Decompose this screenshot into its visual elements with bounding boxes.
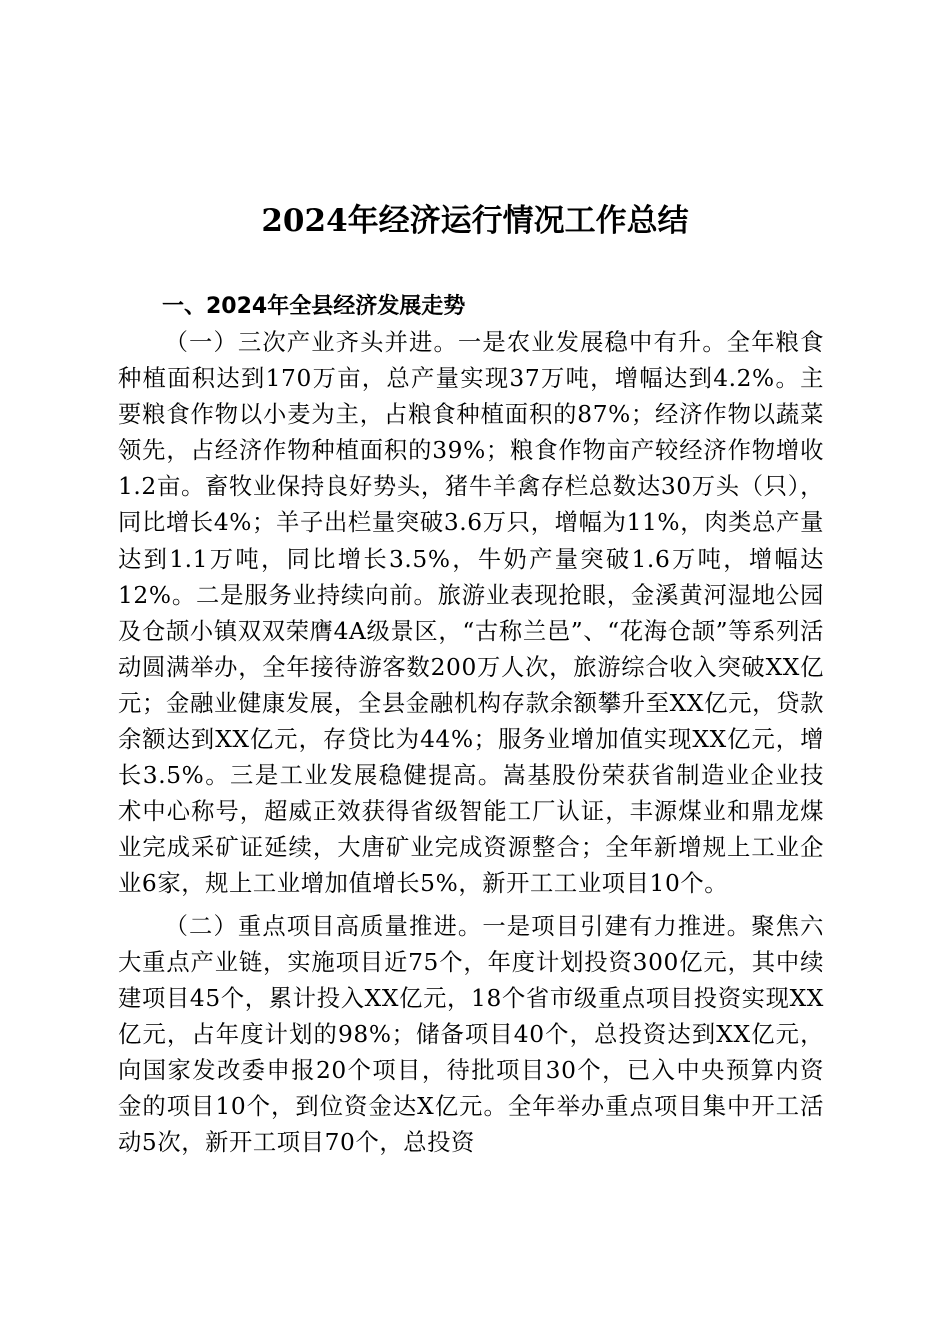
paragraph-projects: （二）重点项目高质量推进。一是项目引建有力推进。聚焦六大重点产业链，实施项目近75个，年度计划投资300亿元，其中续建项目45个，累计投入XX亿元，18个省市级重点项目投资实现XX亿元，占年度计划的98%；储备项目40个，总投资达到XX亿元，向国家发改委申报20个项目，待批项目30个，已入中央预算内资金的项目10个，到位资金达X亿元。全年举办重点项目集中开工活动5次，新开工项目70个，总投资 — [118, 912, 824, 1157]
document-title: 2024年经济运行情况工作总结 — [261, 203, 689, 239]
document-body — [118, 289, 824, 1161]
section-heading: 一、2024年全县经济发展走势 — [162, 294, 466, 319]
paragraph-industry: （一）三次产业齐头并进。一是农业发展稳中有升。全年粮食种植面积达到170万亩，总产量实现37万吨，增幅达到4.2%。主要粮食作物以小麦为主，占粮食种植面积的87%；经济作物以蔬菜领先，占经济作物种植面积的39%；粮食作物亩产较经济作物增收1.2亩。畜牧业保持良好势头，猪牛羊禽存栏总数达30万头（只），同比增长4%；羊子出栏量突破3.6万只，增幅为11%，肉类总产量达到1.1万吨，同比增长3.5%，牛奶产量突破1.6万吨，增幅达12%。二是服务业持续向前。旅游业表现抢眼，金溪黄河湿地公园及仓颉小镇双双荣膺4A级景区，“古称兰邑”、“花海仓颉”等系列活动圆满举办，全年接待游客数200万人次，旅游综合收入突破XX亿元；金融业健康发展，全县金融机构存款余额攀升至XX亿元，贷款余额达到XX亿元，存贷比为44%；服务业增加值实现XX亿元，增长3.5%。三是工业发展稳健提高。嵩基股份荣获省制造业企业技术中心称号，超威正效获得省级智能工厂认证，丰源煤业和鼎龙煤业完成采矿证延续，大唐矿业完成资源整合；全年新增规上工业企业6家，规上工业增加值增长5%，新开工工业项目10个。 — [118, 329, 824, 898]
